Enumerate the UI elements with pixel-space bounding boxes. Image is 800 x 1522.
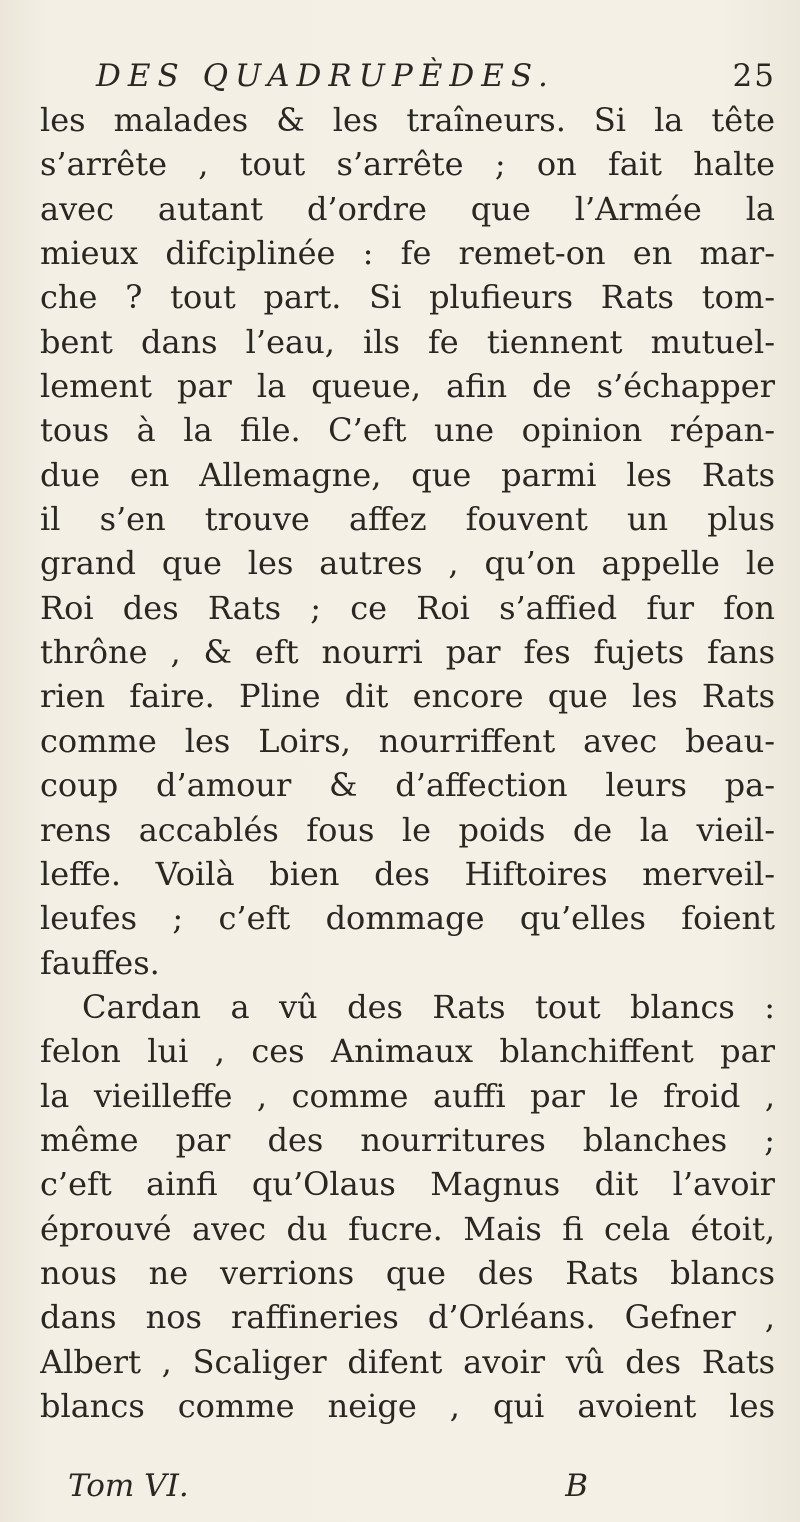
text-line: mieux difciplinée : fe remet-on en mar- [40, 234, 775, 273]
text-line: due en Allemagne, que parmi les Rats [40, 455, 775, 494]
text-line: comme les Loirs, nourriffent avec beau- [40, 721, 775, 760]
text-line: leffe. Voilà bien des Hiftoires merveil- [40, 854, 775, 893]
volume-label: Tom VI. [68, 1468, 189, 1504]
signature-mark: B [565, 1468, 588, 1504]
paragraph-start-line: Cardan a vû des Rats tout blancs : [82, 987, 775, 1026]
text-line: tous à la file. C’eft une opinion répan- [40, 411, 775, 450]
text-line: blancs comme neige , qui avoient les [40, 1386, 775, 1425]
text-line: s’arrête , tout s’arrête ; on fait halte [40, 145, 775, 184]
text-line: la vieilleffe , comme auffi par le froid , [40, 1076, 775, 1115]
text-line: même par des nourritures blanches ; [40, 1120, 775, 1159]
page-number: 25 [732, 58, 776, 94]
text-line: dans nos raffineries d’Orléans. Gefner , [40, 1298, 775, 1337]
text-line: rien faire. Pline dit encore que les Rats [40, 677, 775, 716]
text-line: éprouvé avec du fucre. Mais fi cela étoit, [40, 1209, 775, 1248]
text-line: Albert , Scaliger difent avoir vû des Rats [40, 1342, 775, 1381]
text-line: les malades & les traîneurs. Si la tête [40, 101, 775, 139]
running-title: DES QUADRUPÈDES. [96, 58, 555, 94]
text-line: rens accablés fous le poids de la vieil- [40, 810, 775, 849]
body-text [40, 98, 775, 1428]
text-line: fauffes. [40, 943, 160, 982]
text-line: lement par la queue, afin de s’échapper [40, 367, 775, 406]
text-line: leufes ; c’eft dommage qu’elles foient [40, 899, 775, 938]
text-line: felon lui , ces Animaux blanchiffent par [40, 1032, 775, 1071]
text-line: grand que les autres , qu’on appelle le [40, 544, 775, 583]
text-line: thrône , & eft nourri par fes fujets fans [40, 633, 775, 672]
text-line: avec autant d’ordre que l’Armée la [40, 189, 775, 228]
text-line: coup d’amour & d’affection leurs pa- [40, 766, 775, 805]
text-line: Roi des Rats ; ce Roi s’affied fur fon [40, 588, 775, 627]
text-line: nous ne verrions que des Rats blancs [40, 1253, 775, 1292]
text-line: bent dans l’eau, ils fe tiennent mutuel- [40, 322, 775, 361]
text-line: il s’en trouve affez fouvent un plus [40, 500, 775, 539]
page-footer [68, 1468, 588, 1512]
text-line: che ? tout part. Si plufieurs Rats tom- [40, 278, 775, 317]
text-line: c’eft ainfi qu’Olaus Magnus dit l’avoir [40, 1165, 775, 1204]
